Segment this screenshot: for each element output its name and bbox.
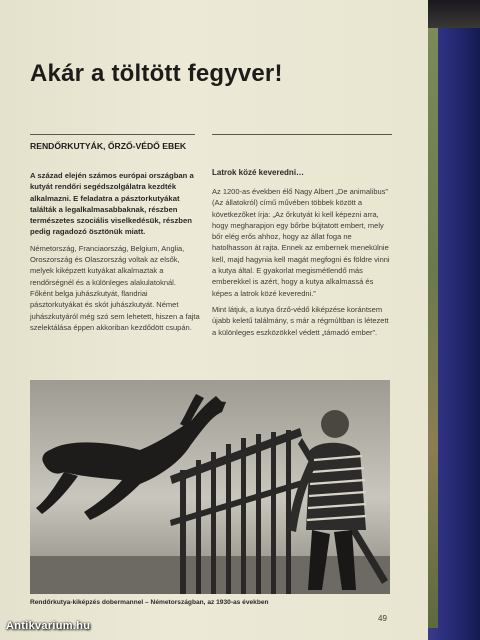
right-column-heading: Latrok közé keveredni… [212,168,305,177]
book-spine-edge [428,28,438,628]
photo-illustration [30,380,390,594]
right-paragraph-2: Mint látjuk, a kutya őrző-védő kiképzése korántsem újabb keletű találmány, s már a régmúltban is létezett a különleges eszközökkel védett „támadó ember”. [212,304,389,337]
photo-caption: Rendőrkutya-kiképzés dobermannel – Németországban, az 1930-as években [30,599,269,606]
right-column-rule [212,134,392,135]
body-paragraph: Németország, Franciaország, Belgium, Anglia, Oroszország és Olaszország voltak az elsők, melyek kiképzett kutyákat alkalmaztak a rendőrségnél és a különleges alakulatoknál. Főként belga juhászkutyát, flandriai pásztorkutyákat és skót juhászkutyát. Német juhászkutyáról még szó sem lehetett, hiszen a fajta szelektálása éppen akkoriban kezdődött csupán. [30,243,200,332]
right-paragraph-1: Az 1200-as években élő Nagy Albert „De animalibus” (Az állatokról) című művében többek között a következőket írja: „Az őrkutyát ki kell képezni arra, hogy megharapjon egy bőrbe bújtatott embert, mely bőr elég erős ahhoz, hogy az állat foga ne hatolhasson át rajta. Ennek az embernek menekülnie kell, majd hagynia kell magát megfogni és földre vinni a kutya által. E gyakorlat megismétlendő más emberekkel is azért, hogy a kutya alkalmassá és képes a latrok közé keveredni.” [212,187,390,298]
left-column-rule [30,134,195,135]
photo-dog-training [30,380,390,594]
section-heading: RENDŐRKUTYÁK, ŐRZŐ-VÉDŐ EBEK [30,141,187,151]
page-number: 49 [378,614,387,623]
page-title: Akár a töltött fegyver! [30,60,283,87]
watermark: Antikvarium.hu [6,620,91,632]
lead-paragraph: A század elején számos európai országban a kutyát rendőri segédszolgálatra kezdték alkalmazni. E feladatra a pásztorkutyákat találták a legalkalmasabbaknak, részben természetes szociális viselkedésük, részben pedig ragadozó ösztönük miatt. [30,171,194,237]
right-column [212,186,390,343]
left-column [30,170,200,338]
